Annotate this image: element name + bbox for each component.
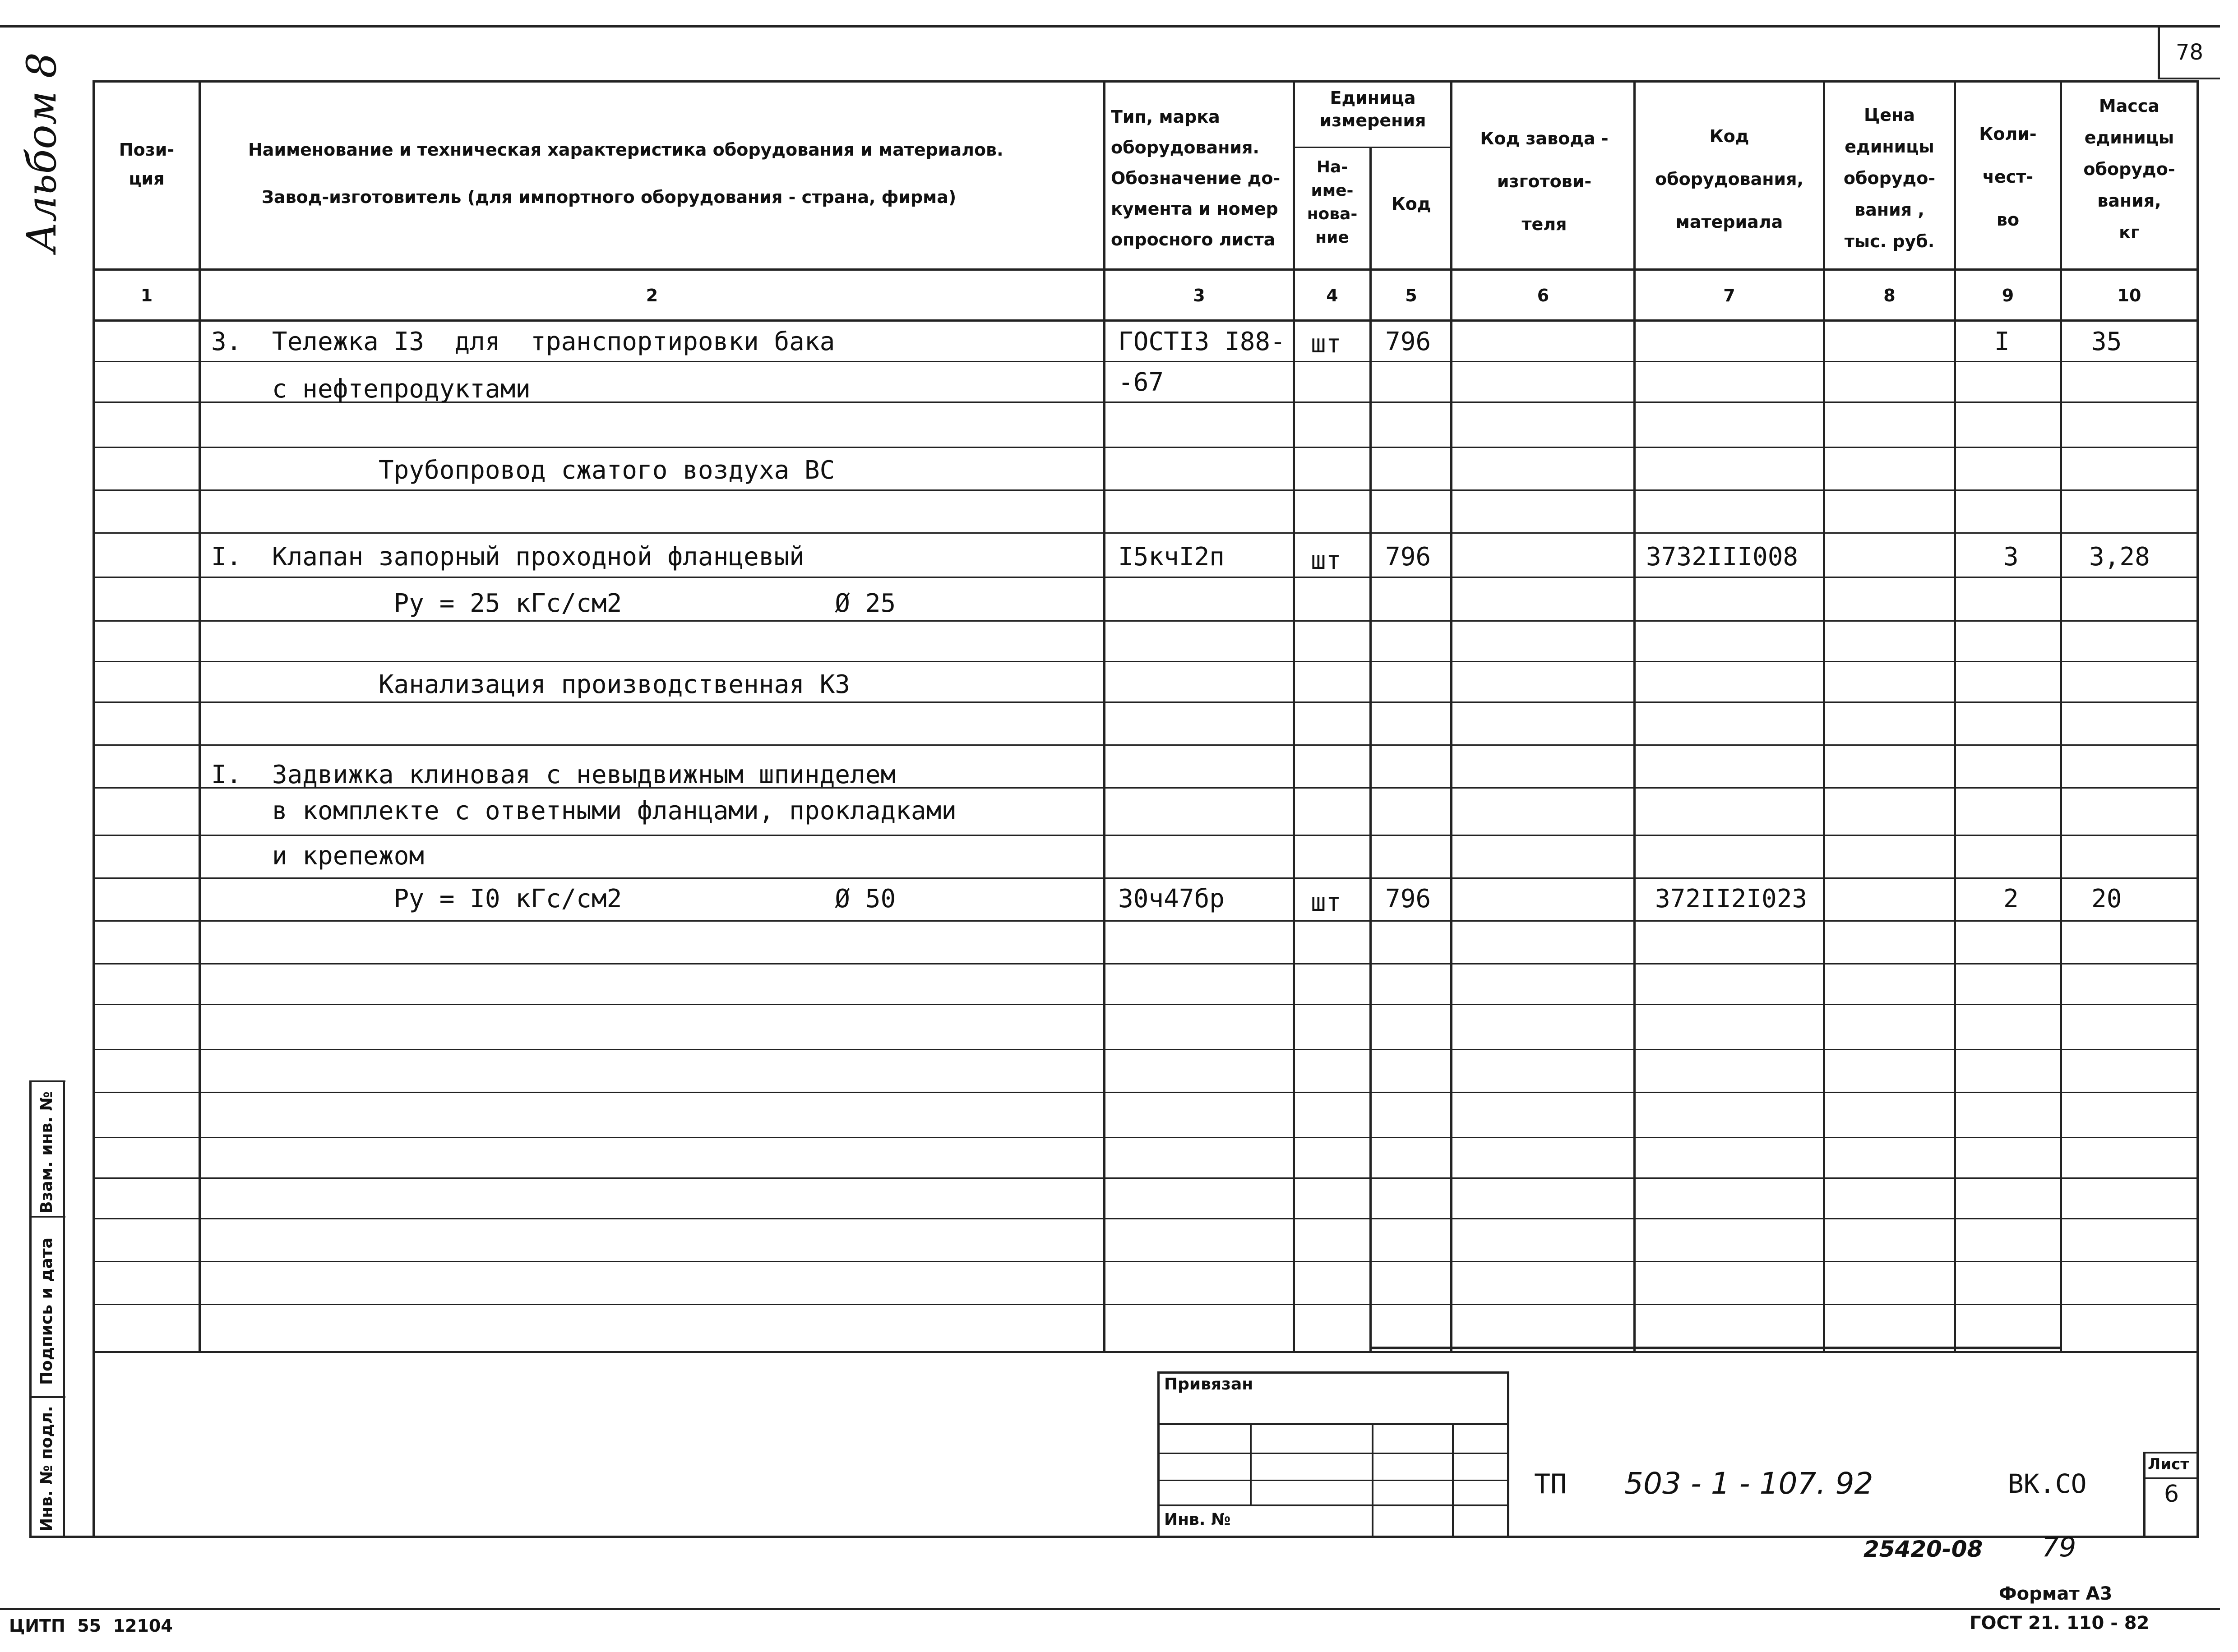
colnum-3: 3 [1193, 286, 1205, 305]
side-label-podpis: Подпись и дата [37, 1237, 56, 1385]
header-unit: Единица измерения [1319, 88, 1426, 130]
colnum-7: 7 [1723, 286, 1735, 305]
col-line-4 [1369, 147, 1372, 1352]
row-6-name: Ру = 25 кГс/см2 Ø 25 [211, 589, 896, 618]
row-line [95, 1049, 2197, 1050]
side-stamp-top [29, 1080, 65, 1082]
side-label-inv-podl: Инв. № подл. [37, 1406, 56, 1532]
row-line [95, 963, 2197, 964]
row-13-mass: 20 [2091, 884, 2122, 914]
inner-frame-bottom [1369, 1347, 2062, 1349]
row-line [95, 701, 2197, 703]
row-13-name: Ру = I0 кГс/см2 Ø 50 [211, 884, 896, 914]
table-top-border [92, 80, 2199, 83]
doc-number: 503 - 1 - 107. 92 [1624, 1466, 1873, 1501]
row-line [95, 447, 2197, 448]
row-line [95, 1092, 2197, 1093]
row-line [95, 1261, 2197, 1262]
sheet-box-top [2143, 1452, 2197, 1454]
colnum-8: 8 [1883, 286, 1896, 305]
colnum-9: 9 [2002, 286, 2014, 305]
header-name: Наименование и техническая характеристика оборудования и материалов. Завод-изготовитель (для импортного оборудования - страна, фирма) [248, 140, 1003, 207]
privyazan-left [1157, 1371, 1160, 1537]
bottom-border [0, 1608, 2220, 1610]
privyazan-h3 [1157, 1480, 1509, 1481]
header-qty: Коли- чест- во [1979, 124, 2037, 230]
row-8-name: Канализация производственная К3 [211, 670, 851, 699]
table-right-border [2196, 80, 2199, 1537]
row-13-type: 30ч47бр [1118, 884, 1225, 914]
side-stamp-mid [63, 1080, 65, 1537]
privyazan-v3 [1452, 1423, 1454, 1536]
row-12-name: и крепежом [211, 841, 425, 871]
row-11-name: в комплекте с ответными фланцами, прокладками [211, 796, 957, 826]
row-5-qty: 3 [2003, 542, 2019, 572]
row-line [95, 361, 2197, 362]
row-line [95, 835, 2197, 836]
row-line [95, 1177, 2197, 1179]
colnum-1: 1 [140, 286, 153, 305]
row-line [95, 1218, 2197, 1219]
privyazan-h2 [1157, 1453, 1509, 1454]
row-5-equip-code: 3732III008 [1646, 542, 1799, 572]
format-label: Формат А3 [1999, 1583, 2113, 1604]
header-price: Цена единицы оборудо- вания , тыс. руб. [1843, 105, 1936, 251]
header-equip-code: Код оборудования, материала [1655, 126, 1803, 232]
row-5-type: I5кчI2п [1118, 542, 1225, 572]
row-line [95, 1137, 2197, 1138]
body-bottom-line [92, 1351, 2199, 1353]
row-1-type: -67 [1118, 368, 1164, 397]
page-number: 78 [2175, 40, 2204, 65]
row-13-equip-code: 372II2I023 [1655, 884, 1808, 914]
row-line [95, 744, 2197, 746]
row-1-name: с нефтепродуктами [211, 374, 531, 404]
page-hand: 79 [2042, 1532, 2076, 1563]
tsitp-label: ЦИТП 55 12104 [9, 1616, 173, 1636]
gost-label: ГОСТ 21. 110 - 82 [1970, 1613, 2150, 1634]
doc-code: ВК.СО [2008, 1468, 2087, 1499]
row-13-qty: 2 [2003, 884, 2019, 914]
row-line [95, 1004, 2197, 1005]
sheet-number: 6 [2164, 1481, 2179, 1508]
colnum-6: 6 [1537, 286, 1549, 305]
row-line [95, 577, 2197, 578]
row-0-unit: шт [1311, 329, 1341, 359]
header-type: Тип, марка оборудования. Обозначение до- кумента и номер опросного листа [1111, 107, 1281, 249]
privyazan-v1 [1250, 1423, 1252, 1504]
header-unit-code: Код [1391, 194, 1431, 214]
row-0-qty: I [1994, 327, 2010, 356]
top-border [0, 25, 2220, 28]
sheet-label: Лист [2148, 1455, 2189, 1473]
row-line [95, 877, 2197, 879]
row-5-unit: шт [1311, 546, 1341, 575]
privyazan-top [1157, 1371, 1509, 1374]
row-line [95, 489, 2197, 491]
row-line [95, 532, 2197, 534]
privyazan-right [1507, 1371, 1509, 1537]
side-label-vzam: Взам. инв. № [37, 1091, 56, 1214]
row-0-mass: 35 [2091, 327, 2122, 356]
row-line [95, 920, 2197, 922]
colnum-10: 10 [2117, 286, 2141, 305]
header-mass: Масса единицы оборудо- вания, кг [2083, 96, 2175, 242]
side-stamp-sep1 [29, 1216, 65, 1218]
header-position: Пози- ция [119, 140, 175, 189]
privyazan-label: Привязан [1164, 1375, 1253, 1394]
row-line [95, 620, 2197, 622]
row-line [95, 1304, 2197, 1305]
colnum-5: 5 [1405, 286, 1417, 305]
privyazan-v2 [1372, 1423, 1373, 1536]
row-line [95, 661, 2197, 662]
row-5-code: 796 [1385, 542, 1431, 572]
tp-label: ТП [1534, 1468, 1567, 1500]
header-factory-code: Код завода - изготови- теля [1480, 129, 1609, 234]
row-5-mass: 3,28 [2089, 542, 2150, 572]
colnum-2: 2 [646, 286, 658, 305]
page-box-left [2158, 25, 2160, 79]
row-10-name: I. Задвижка клиновая с невыдвижным шпинделем [211, 760, 896, 789]
privyazan-h4 [1157, 1504, 1509, 1506]
header-unit-name: На- име- нова- ние [1307, 158, 1358, 247]
page-box-bottom [2158, 78, 2220, 79]
inv-no-label: Инв. № [1164, 1510, 1231, 1529]
row-13-code: 796 [1385, 884, 1431, 914]
reg-number: 25420-08 [1863, 1536, 1983, 1562]
colnum-4: 4 [1326, 286, 1338, 305]
row-0-code: 796 [1385, 327, 1431, 356]
side-stamp-sep2 [29, 1396, 65, 1398]
row-5-name: I. Клапан запорный проходной фланцевый [211, 542, 805, 572]
side-stamp-left [29, 1080, 32, 1537]
row-13-unit: шт [1311, 888, 1341, 917]
row-0-name: 3. Тележка I3 для транспортировки бака [211, 327, 835, 356]
sheet-box-mid [2143, 1477, 2197, 1479]
privyazan-h1 [1157, 1423, 1509, 1425]
row-0-type: ГОСТI3 I88- [1118, 327, 1285, 356]
album-label: Альбом 8 [18, 52, 65, 253]
row-3-name: Трубопровод сжатого воздуха ВС [211, 456, 835, 485]
